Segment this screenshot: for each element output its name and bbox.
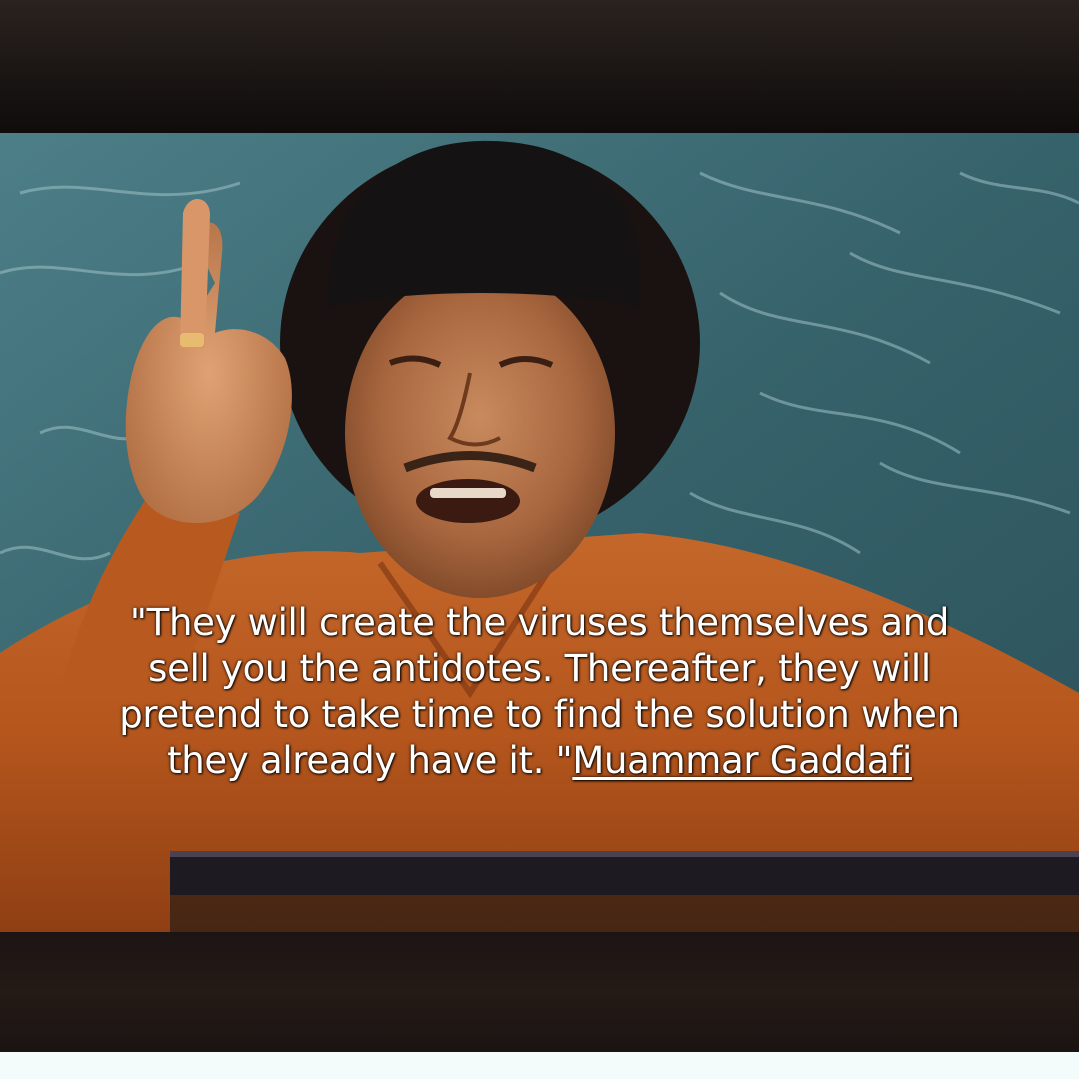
bottom-light-strip — [0, 1052, 1079, 1079]
quote-line-3: pretend to take time to find the solution when — [119, 693, 960, 736]
quote-line-1: "They will create the viruses themselves and — [129, 601, 950, 644]
quote-line-2: sell you the antidotes. Thereafter, they will — [148, 647, 931, 690]
bottom-dark-band — [0, 932, 1079, 1052]
face — [345, 268, 615, 598]
quote-line-4-text: they already have it. " — [167, 739, 573, 782]
speaker-photo — [0, 133, 1079, 932]
speaker-illustration — [0, 133, 1079, 932]
open-mouth — [416, 479, 520, 523]
quote-attribution: Muammar Gaddafi — [572, 739, 912, 782]
podium-bar — [170, 855, 1079, 895]
quote-text — [0, 600, 1079, 784]
quote-line-4 — [0, 738, 1079, 784]
ring — [180, 333, 204, 347]
top-dark-band — [0, 0, 1079, 133]
